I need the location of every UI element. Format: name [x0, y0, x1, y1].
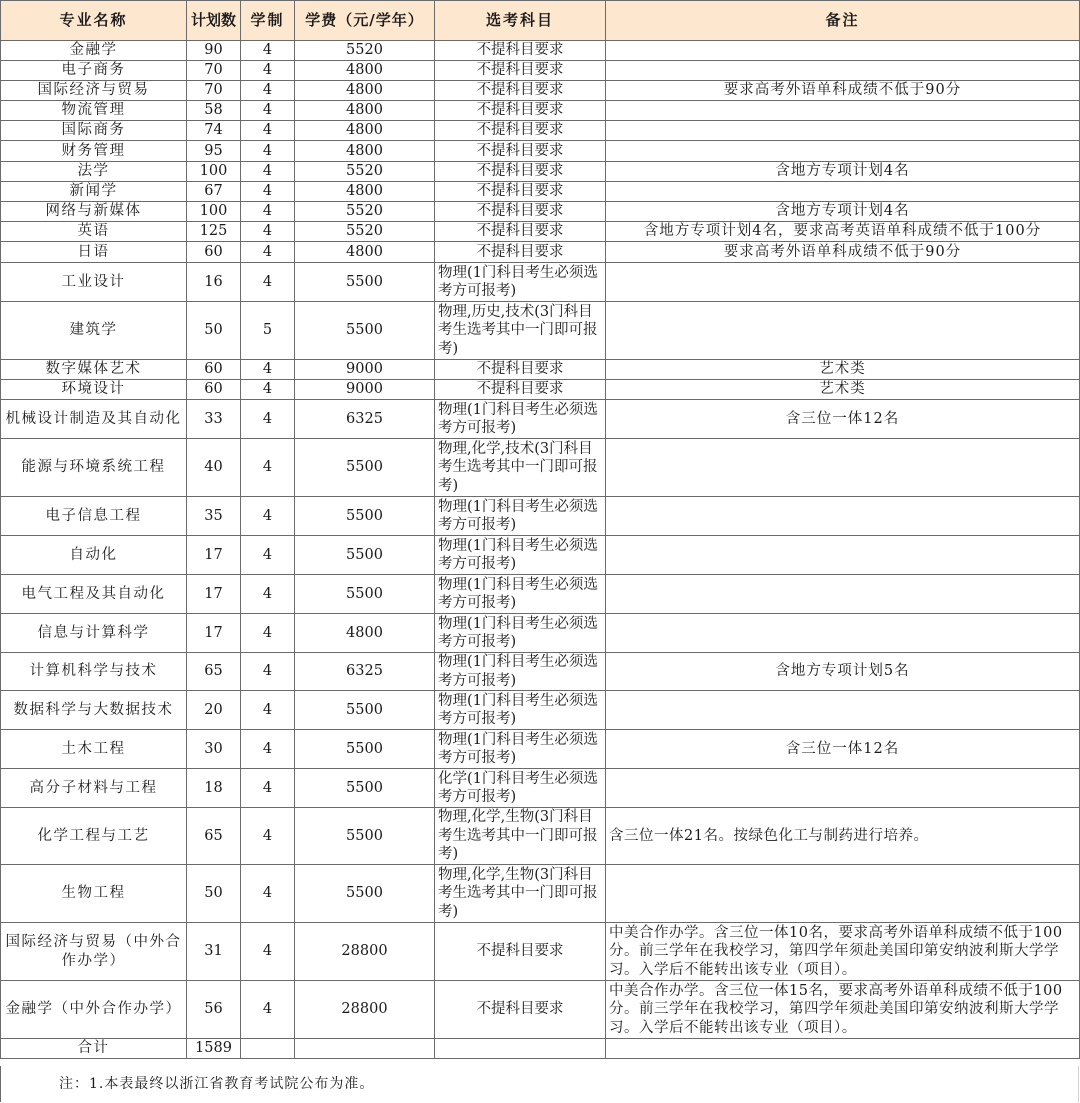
- plan-count-cell: 125: [187, 222, 241, 242]
- major-name-cell: 建筑学: [1, 302, 187, 360]
- major-name-cell: 网络与新媒体: [1, 202, 187, 222]
- remarks-cell: [606, 769, 1080, 808]
- tuition-cell: 6325: [295, 400, 435, 439]
- required-subjects-cell: 物理(1门科目考生必须选考方可报考): [435, 400, 606, 439]
- tuition-cell: 4800: [295, 81, 435, 101]
- duration-cell: 4: [241, 981, 295, 1039]
- remarks-cell: [606, 121, 1080, 141]
- major-name-cell: 高分子材料与工程: [1, 769, 187, 808]
- table-row: [1, 730, 1080, 769]
- table-row: [1, 981, 1080, 1039]
- plan-count-cell: 31: [187, 923, 241, 981]
- duration-cell: 4: [241, 182, 295, 202]
- remarks-cell: [606, 575, 1080, 614]
- plan-count-cell: 95: [187, 141, 241, 162]
- major-name-cell: 自动化: [1, 536, 187, 575]
- total-plan-cell: 1589: [187, 1039, 241, 1059]
- remarks-cell: [606, 263, 1080, 302]
- required-subjects-cell: 不提科目要求: [435, 162, 606, 182]
- duration-cell: 4: [241, 121, 295, 141]
- major-name-cell: 电气工程及其自动化: [1, 575, 187, 614]
- tuition-cell: 9000: [295, 380, 435, 400]
- tuition-cell: 5500: [295, 263, 435, 302]
- major-name-cell: 数据科学与大数据技术: [1, 691, 187, 730]
- table-row: [1, 121, 1080, 141]
- plan-count-cell: 100: [187, 202, 241, 222]
- plan-count-cell: 17: [187, 575, 241, 614]
- total-empty-cell: [606, 1039, 1080, 1059]
- duration-cell: 4: [241, 61, 295, 81]
- major-name-cell: 电子信息工程: [1, 497, 187, 536]
- plan-count-cell: 70: [187, 81, 241, 101]
- required-subjects-cell: 物理,化学,生物(3门科目考生选考其中一门即可报考): [435, 808, 606, 865]
- tuition-cell: 5520: [295, 162, 435, 182]
- major-name-cell: 计算机科学与技术: [1, 653, 187, 691]
- table-row: [1, 202, 1080, 222]
- plan-count-cell: 56: [187, 981, 241, 1039]
- required-subjects-cell: 不提科目要求: [435, 141, 606, 162]
- total-empty-cell: [241, 1039, 295, 1059]
- duration-cell: 4: [241, 536, 295, 575]
- plan-count-cell: 17: [187, 614, 241, 653]
- tuition-cell: 9000: [295, 360, 435, 380]
- plan-count-cell: 60: [187, 380, 241, 400]
- header-plan-count: 计划数: [187, 1, 241, 41]
- major-name-cell: 信息与计算科学: [1, 614, 187, 653]
- major-name-cell: 工业设计: [1, 263, 187, 302]
- tuition-cell: 4800: [295, 141, 435, 162]
- required-subjects-cell: 不提科目要求: [435, 202, 606, 222]
- tuition-cell: 5500: [295, 575, 435, 614]
- plan-count-cell: 74: [187, 121, 241, 141]
- duration-cell: 4: [241, 691, 295, 730]
- tuition-cell: 4800: [295, 182, 435, 202]
- plan-count-cell: 17: [187, 536, 241, 575]
- major-name-cell: 数字媒体艺术: [1, 360, 187, 380]
- remarks-cell: 含地方专项计划4名: [606, 202, 1080, 222]
- duration-cell: 4: [241, 263, 295, 302]
- duration-cell: 4: [241, 380, 295, 400]
- header-duration: 学制: [241, 1, 295, 41]
- plan-count-cell: 35: [187, 497, 241, 536]
- required-subjects-cell: 不提科目要求: [435, 61, 606, 81]
- plan-count-cell: 60: [187, 360, 241, 380]
- remarks-cell: [606, 614, 1080, 653]
- remarks-cell: 含地方专项计划4名，要求高考英语单科成绩不低于100分: [606, 222, 1080, 242]
- plan-count-cell: 65: [187, 653, 241, 691]
- remarks-cell: 中美合作办学。含三位一体10名，要求高考外语单科成绩不低于100分。前三学年在我校学习，第四学年须赴美国印第安纳波利斯大学学习。入学后不能转出该专业（项目）。: [606, 923, 1080, 981]
- major-name-cell: 日语: [1, 242, 187, 263]
- tuition-cell: 5520: [295, 202, 435, 222]
- duration-cell: 4: [241, 101, 295, 121]
- table-row: [1, 41, 1080, 61]
- tuition-cell: 28800: [295, 923, 435, 981]
- table-row: [1, 263, 1080, 302]
- required-subjects-cell: 不提科目要求: [435, 380, 606, 400]
- plan-count-cell: 70: [187, 61, 241, 81]
- plan-count-cell: 67: [187, 182, 241, 202]
- required-subjects-cell: 物理,化学,生物(3门科目考生选考其中一门即可报考): [435, 865, 606, 923]
- plan-count-cell: 65: [187, 808, 241, 865]
- major-name-cell: 环境设计: [1, 380, 187, 400]
- major-name-cell: 国际经济与贸易（中外合作办学）: [1, 923, 187, 981]
- table-row: [1, 61, 1080, 81]
- table-row: [1, 691, 1080, 730]
- plan-count-cell: 50: [187, 302, 241, 360]
- plan-count-cell: 90: [187, 41, 241, 61]
- tuition-cell: 4800: [295, 121, 435, 141]
- required-subjects-cell: 物理(1门科目考生必须选考方可报考): [435, 536, 606, 575]
- total-label-cell: 合计: [1, 1039, 187, 1059]
- major-name-cell: 新闻学: [1, 182, 187, 202]
- remarks-cell: 要求高考外语单科成绩不低于90分: [606, 81, 1080, 101]
- tuition-cell: 4800: [295, 61, 435, 81]
- duration-cell: 5: [241, 302, 295, 360]
- required-subjects-cell: 物理(1门科目考生必须选考方可报考): [435, 575, 606, 614]
- required-subjects-cell: 不提科目要求: [435, 360, 606, 380]
- remarks-cell: 艺术类: [606, 380, 1080, 400]
- header-remarks: 备注: [606, 1, 1080, 41]
- tuition-cell: 5500: [295, 769, 435, 808]
- remarks-cell: 含三位一体21名。按绿色化工与制药进行培养。: [606, 808, 1080, 865]
- table-row: [1, 242, 1080, 263]
- major-name-cell: 金融学: [1, 41, 187, 61]
- required-subjects-cell: 物理(1门科目考生必须选考方可报考): [435, 730, 606, 769]
- duration-cell: 4: [241, 923, 295, 981]
- duration-cell: 4: [241, 222, 295, 242]
- plan-count-cell: 20: [187, 691, 241, 730]
- total-empty-cell: [295, 1039, 435, 1059]
- duration-cell: 4: [241, 769, 295, 808]
- major-name-cell: 化学工程与工艺: [1, 808, 187, 865]
- tuition-cell: 5500: [295, 302, 435, 360]
- header-major-name: 专业名称: [1, 1, 187, 41]
- remarks-cell: [606, 497, 1080, 536]
- table-row: [1, 808, 1080, 865]
- remarks-cell: [606, 302, 1080, 360]
- duration-cell: 4: [241, 81, 295, 101]
- plan-count-cell: 18: [187, 769, 241, 808]
- remarks-cell: 含地方专项计划5名: [606, 653, 1080, 691]
- required-subjects-cell: 不提科目要求: [435, 242, 606, 263]
- plan-count-cell: 16: [187, 263, 241, 302]
- table-row: [1, 614, 1080, 653]
- footnote: 注：1.本表最终以浙江省教育考试院公布为准。: [0, 1066, 1079, 1102]
- major-name-cell: 国际经济与贸易: [1, 81, 187, 101]
- required-subjects-cell: 物理,历史,技术(3门科目考生选考其中一门即可报考): [435, 302, 606, 360]
- duration-cell: 4: [241, 162, 295, 182]
- remarks-cell: [606, 439, 1080, 497]
- tuition-cell: 5500: [295, 497, 435, 536]
- tuition-cell: 5500: [295, 691, 435, 730]
- required-subjects-cell: 不提科目要求: [435, 981, 606, 1039]
- plan-count-cell: 60: [187, 242, 241, 263]
- remarks-cell: 含三位一体12名: [606, 730, 1080, 769]
- remarks-cell: 要求高考外语单科成绩不低于90分: [606, 242, 1080, 263]
- table-row: [1, 162, 1080, 182]
- plan-count-cell: 58: [187, 101, 241, 121]
- required-subjects-cell: 化学(1门科目考生必须选考方可报考): [435, 769, 606, 808]
- duration-cell: 4: [241, 497, 295, 536]
- major-name-cell: 财务管理: [1, 141, 187, 162]
- remarks-cell: [606, 101, 1080, 121]
- required-subjects-cell: 不提科目要求: [435, 101, 606, 121]
- duration-cell: 4: [241, 730, 295, 769]
- tuition-cell: 5500: [295, 536, 435, 575]
- tuition-cell: 5500: [295, 730, 435, 769]
- remarks-cell: [606, 691, 1080, 730]
- required-subjects-cell: 物理,化学,技术(3门科目考生选考其中一门即可报考): [435, 439, 606, 497]
- table-row: [1, 536, 1080, 575]
- tuition-cell: 5520: [295, 222, 435, 242]
- required-subjects-cell: 不提科目要求: [435, 81, 606, 101]
- required-subjects-cell: 不提科目要求: [435, 121, 606, 141]
- duration-cell: 4: [241, 808, 295, 865]
- table-row: [1, 141, 1080, 162]
- tuition-cell: 5500: [295, 865, 435, 923]
- duration-cell: 4: [241, 202, 295, 222]
- table-row: [1, 302, 1080, 360]
- table-row: [1, 923, 1080, 981]
- plan-count-cell: 40: [187, 439, 241, 497]
- remarks-cell: [606, 536, 1080, 575]
- total-row: [1, 1039, 1080, 1059]
- tuition-cell: 5520: [295, 41, 435, 61]
- tuition-cell: 5500: [295, 439, 435, 497]
- duration-cell: 4: [241, 614, 295, 653]
- table-row: [1, 653, 1080, 691]
- required-subjects-cell: 不提科目要求: [435, 41, 606, 61]
- duration-cell: 4: [241, 41, 295, 61]
- table-row: [1, 81, 1080, 101]
- remarks-cell: 含地方专项计划4名: [606, 162, 1080, 182]
- required-subjects-cell: 不提科目要求: [435, 182, 606, 202]
- duration-cell: 4: [241, 653, 295, 691]
- table-row: [1, 769, 1080, 808]
- total-empty-cell: [435, 1039, 606, 1059]
- major-name-cell: 能源与环境系统工程: [1, 439, 187, 497]
- major-name-cell: 国际商务: [1, 121, 187, 141]
- major-name-cell: 英语: [1, 222, 187, 242]
- tuition-cell: 4800: [295, 614, 435, 653]
- plan-count-cell: 50: [187, 865, 241, 923]
- remarks-cell: [606, 865, 1080, 923]
- table-row: [1, 575, 1080, 614]
- duration-cell: 4: [241, 360, 295, 380]
- table-row: [1, 439, 1080, 497]
- required-subjects-cell: 不提科目要求: [435, 222, 606, 242]
- remarks-cell: [606, 41, 1080, 61]
- major-name-cell: 物流管理: [1, 101, 187, 121]
- remarks-cell: [606, 141, 1080, 162]
- required-subjects-cell: 物理(1门科目考生必须选考方可报考): [435, 263, 606, 302]
- major-name-cell: 法学: [1, 162, 187, 182]
- major-name-cell: 电子商务: [1, 61, 187, 81]
- duration-cell: 4: [241, 439, 295, 497]
- table-row: [1, 360, 1080, 380]
- duration-cell: 4: [241, 575, 295, 614]
- table-row: [1, 101, 1080, 121]
- duration-cell: 4: [241, 242, 295, 263]
- header-required-subjects: 选考科目: [435, 1, 606, 41]
- duration-cell: 4: [241, 865, 295, 923]
- required-subjects-cell: 物理(1门科目考生必须选考方可报考): [435, 691, 606, 730]
- tuition-cell: 28800: [295, 981, 435, 1039]
- table-row: [1, 865, 1080, 923]
- required-subjects-cell: 不提科目要求: [435, 923, 606, 981]
- remarks-cell: [606, 61, 1080, 81]
- remarks-cell: 艺术类: [606, 360, 1080, 380]
- remarks-cell: 中美合作办学。含三位一体15名，要求高考外语单科成绩不低于100分。前三学年在我校学习，第四学年须赴美国印第安纳波利斯大学学习。入学后不能转出该专业（项目）。: [606, 981, 1080, 1039]
- table-row: [1, 380, 1080, 400]
- header-tuition: 学费（元/学年）: [295, 1, 435, 41]
- required-subjects-cell: 物理(1门科目考生必须选考方可报考): [435, 497, 606, 536]
- major-name-cell: 机械设计制造及其自动化: [1, 400, 187, 439]
- tuition-cell: 5500: [295, 808, 435, 865]
- table-row: [1, 497, 1080, 536]
- major-name-cell: 生物工程: [1, 865, 187, 923]
- duration-cell: 4: [241, 141, 295, 162]
- plan-count-cell: 30: [187, 730, 241, 769]
- major-name-cell: 土木工程: [1, 730, 187, 769]
- required-subjects-cell: 物理(1门科目考生必须选考方可报考): [435, 614, 606, 653]
- major-name-cell: 金融学（中外合作办学）: [1, 981, 187, 1039]
- plan-count-cell: 33: [187, 400, 241, 439]
- remarks-cell: 含三位一体12名: [606, 400, 1080, 439]
- tuition-cell: 4800: [295, 242, 435, 263]
- table-row: [1, 182, 1080, 202]
- duration-cell: 4: [241, 400, 295, 439]
- plan-count-cell: 100: [187, 162, 241, 182]
- table-row: [1, 222, 1080, 242]
- tuition-cell: 6325: [295, 653, 435, 691]
- tuition-cell: 4800: [295, 101, 435, 121]
- table-row: [1, 400, 1080, 439]
- table-header-row: [1, 1, 1080, 41]
- remarks-cell: [606, 182, 1080, 202]
- required-subjects-cell: 物理(1门科目考生必须选考方可报考): [435, 653, 606, 691]
